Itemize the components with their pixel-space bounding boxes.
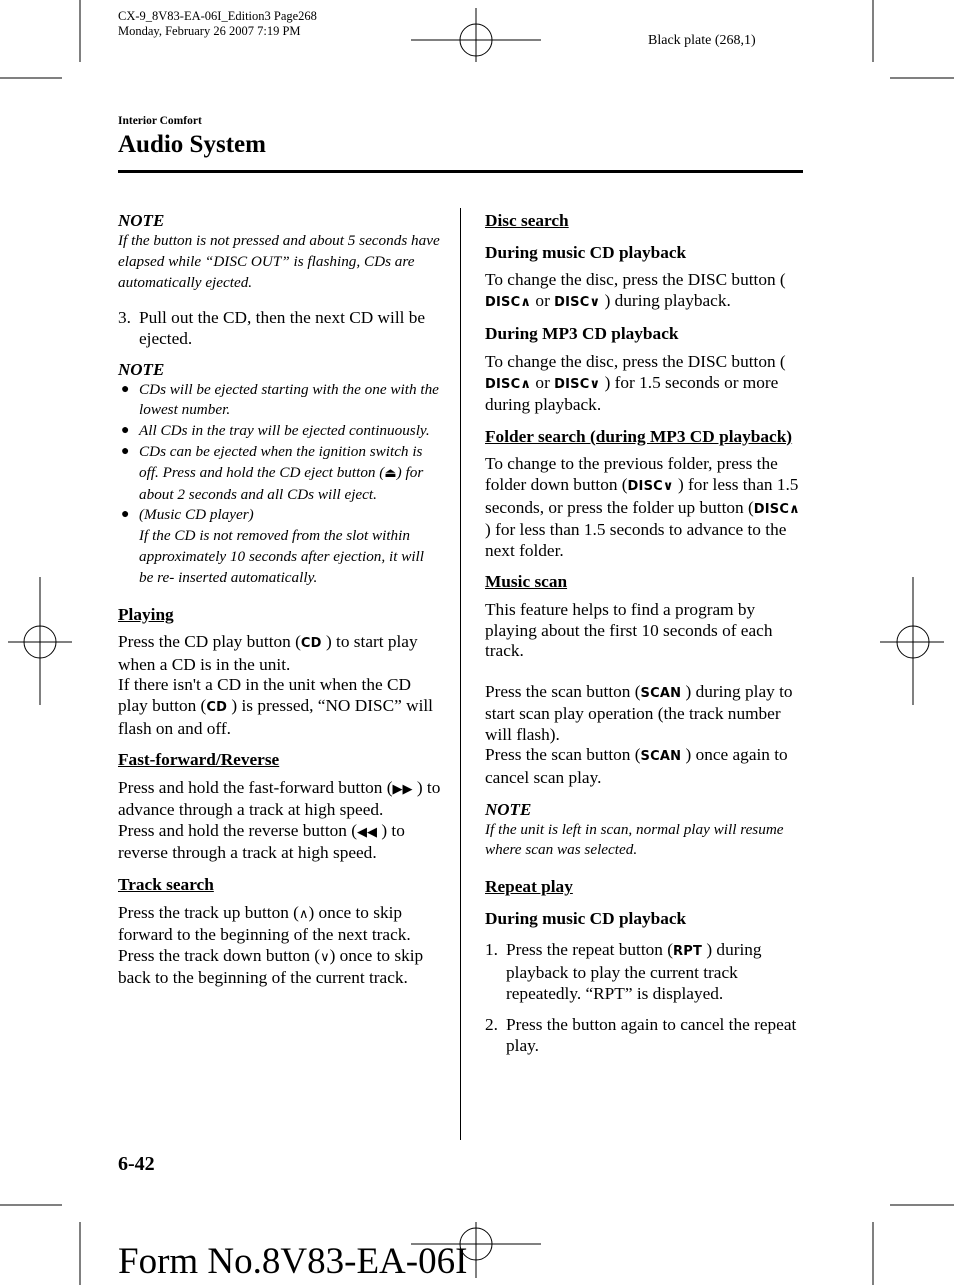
page-number: 6-42 — [118, 1153, 155, 1175]
text: ) for 1.5 seconds or more during playback. — [485, 372, 779, 415]
heading-repeat-play: Repeat play — [485, 877, 573, 897]
scan-button-icon: SCAN — [640, 685, 682, 701]
paragraph — [485, 352, 807, 416]
text: If there isn't a CD in the unit when the CD play button ( — [118, 675, 411, 715]
step-text — [506, 940, 807, 1004]
page-title: Audio System — [118, 131, 266, 158]
text: ) to start play when a CD is in the unit. — [118, 632, 418, 674]
subheading: During music CD playback — [485, 242, 687, 262]
track-up-icon: ∧ — [298, 906, 309, 922]
disc-down-icon: DISC∨ — [627, 478, 674, 494]
text: To change the disc, press the DISC button ( — [485, 351, 786, 371]
step-text: Press the button again to cancel the repeat play. — [506, 1015, 797, 1055]
paragraph — [118, 903, 442, 989]
text: Press the scan button ( — [485, 745, 641, 765]
disc-up-icon: DISC∧ — [753, 501, 800, 517]
bullet-text: CDs will be ejected starting with the one with the lowest number. — [139, 380, 439, 419]
left-column — [118, 211, 442, 989]
text: ) to advance through a track at high speed. — [118, 777, 441, 820]
note-title: NOTE — [118, 211, 165, 230]
form-number: Form No.8V83-EA-06I — [118, 1241, 468, 1282]
step-number: 3. — [118, 308, 131, 328]
text: ) during playback to play the current track repeatedly. “RPT” is displayed. — [506, 940, 762, 1003]
disc-up-icon: DISC∧ — [485, 376, 532, 392]
text: To change the disc, press the DISC button ( — [485, 270, 786, 290]
heading-track-search: Track search — [118, 875, 214, 895]
bullet-text: All CDs in the tray will be ejected continuously. — [139, 422, 430, 440]
note-text: If the unit is left in scan, normal play will resume where scan was selected. — [485, 820, 784, 859]
note-bullet-list — [118, 380, 442, 589]
step-2 — [485, 1015, 807, 1056]
text: ) is pressed, “NO DISC” will flash on and off. — [118, 695, 433, 738]
text: ) for less than 1.5 seconds, or press the folder up button ( — [485, 474, 799, 517]
note-bullet: ● CDs will be ejected starting with the one with the lowest number. — [121, 380, 439, 419]
plate-label: Black plate (268,1) — [648, 33, 756, 48]
text: ) once again to cancel scan play. — [485, 745, 788, 788]
rpt-button-icon: RPT — [673, 944, 703, 960]
bullet-text: CDs can be ejected when the ignition switch is off. Press and hold the CD eject button ( — [139, 442, 423, 481]
text: or — [535, 372, 550, 392]
text: Press the track down button ( — [118, 945, 321, 965]
subheading: During MP3 CD playback — [485, 324, 679, 344]
track-down-icon: ∨ — [320, 949, 330, 965]
disc-down-icon: DISC∨ — [554, 294, 601, 310]
text: ) during playback. — [604, 290, 731, 310]
registration-target-top — [411, 8, 541, 62]
paragraph — [485, 270, 807, 313]
eject-icon: ⏏ — [384, 465, 397, 481]
paragraph — [485, 682, 807, 789]
section-label: Interior Comfort — [118, 115, 202, 127]
paragraph — [485, 454, 807, 561]
text: To change to the previous folder, press the folder down button ( — [485, 454, 778, 494]
print-header — [118, 9, 317, 39]
column-divider — [460, 208, 461, 1140]
note-text: If the button is not pressed and about 5 seconds have elapsed while “DISC OUT” is flashing, CDs are automatically ejected. — [118, 232, 440, 291]
disc-down-icon: DISC∨ — [554, 376, 601, 392]
note-bullet: ● (Music CD player) If the CD is not removed from the slot within approximately 10 seconds after ejection, it will be re- inserted automatically. — [121, 506, 424, 586]
text: Press the track up button ( — [118, 902, 299, 922]
step-number: 1. — [485, 940, 498, 960]
paragraph — [118, 632, 442, 739]
heading-fast-forward: Fast-forward/Reverse — [118, 750, 280, 770]
cd-button-icon: CD — [300, 636, 322, 652]
step-number: 2. — [485, 1015, 498, 1035]
note-bullet: ● CDs can be ejected when the ignition switch is off. Press and hold the CD eject button (⏏) for about 2 seconds and all CDs will eject. — [121, 442, 424, 503]
print-header-date: Monday, February 26 2007 7:19 PM — [118, 24, 301, 38]
step-1 — [485, 940, 807, 1004]
text: Press the scan button ( — [485, 681, 641, 701]
scan-button-icon: SCAN — [640, 749, 682, 765]
note-title: NOTE — [118, 359, 165, 379]
disc-up-icon: DISC∧ — [485, 294, 532, 310]
registration-target-right — [880, 577, 944, 705]
right-column — [485, 211, 807, 1056]
text: Press and hold the fast-forward button ( — [118, 777, 393, 797]
note-title: NOTE — [485, 799, 532, 819]
print-header-file: CX-9_8V83-EA-06I_Edition3 Page268 — [118, 9, 317, 23]
bullet-text: If the CD is not removed from the slot within approximately 10 seconds after ejection, it will be re- inserted automatically. — [139, 527, 424, 586]
paragraph: This feature helps to find a program by playing about the first 10 seconds of each track. — [485, 599, 773, 661]
text: Press the repeat button ( — [506, 940, 674, 960]
registration-target-left — [8, 577, 72, 705]
heading-folder-search: Folder search (during MP3 CD playback) — [485, 426, 793, 446]
text: ) during play to start scan play operation (the track number will flash). — [485, 681, 793, 744]
heading-playing: Playing — [118, 604, 174, 624]
paragraph — [118, 778, 442, 864]
subheading: During music CD playback — [485, 908, 687, 928]
cd-button-icon: CD — [206, 699, 228, 715]
step-text: Pull out the CD, then the next CD will be ejected. — [139, 308, 426, 348]
text: ) to reverse through a track at high speed. — [118, 820, 405, 863]
text: ) for less than 1.5 seconds to advance to the next folder. — [485, 520, 787, 560]
text: Press the CD play button ( — [118, 632, 301, 652]
note-bullet: ● All CDs in the tray will be ejected continuously. — [121, 422, 430, 440]
text: ) once to skip forward to the beginning of the next track. — [118, 902, 411, 945]
text: or — [535, 290, 550, 310]
heading-disc-search: Disc search — [485, 211, 569, 230]
rewind-icon: ◀◀ — [357, 824, 378, 840]
title-rule — [118, 170, 803, 173]
step-3 — [118, 308, 442, 349]
heading-music-scan: Music scan — [485, 572, 568, 592]
text: ) once to skip back to the beginning of the current track. — [118, 945, 424, 988]
bullet-text: (Music CD player) — [139, 506, 254, 524]
bullet-text: ) for about 2 seconds and all CDs will eject. — [139, 463, 424, 503]
fast-forward-icon: ▶▶ — [392, 781, 413, 797]
text: Press and hold the reverse button ( — [118, 820, 358, 840]
